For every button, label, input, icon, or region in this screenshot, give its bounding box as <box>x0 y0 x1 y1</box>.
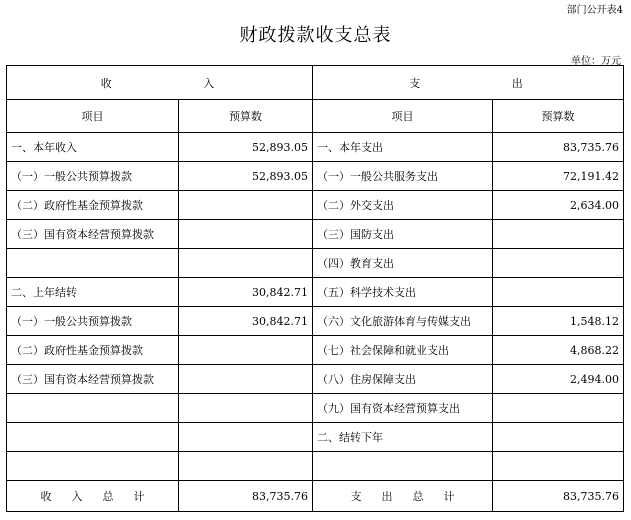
table-row <box>7 133 624 162</box>
income-item-cell: （二）政府性基金预算拨款 <box>7 336 179 365</box>
income-value-cell <box>179 394 313 423</box>
income-value-cell <box>179 191 313 220</box>
table-row <box>7 220 624 249</box>
table-row <box>7 423 624 452</box>
expense-value-cell <box>493 220 624 249</box>
expense-item-cell: （七）社会保障和就业支出 <box>313 336 493 365</box>
income-budget-header: 预算数 <box>179 100 313 133</box>
expense-value-cell <box>493 452 624 481</box>
table-row <box>7 307 624 336</box>
income-item-cell: （三）国有资本经营预算拨款 <box>7 220 179 249</box>
unit-label: 单位：万元 <box>571 56 621 67</box>
expense-value-cell <box>493 423 624 452</box>
income-total-value: 83,735.76 <box>179 481 313 512</box>
income-item-cell <box>7 394 179 423</box>
income-value-cell <box>179 452 313 481</box>
expense-item-cell: （八）住房保障支出 <box>313 365 493 394</box>
expense-value-cell <box>493 278 624 307</box>
income-value-cell <box>179 423 313 452</box>
expense-value-cell: 2,634.00 <box>493 191 624 220</box>
expense-item-cell: （二）外交支出 <box>313 191 493 220</box>
income-value-cell: 52,893.05 <box>179 162 313 191</box>
total-row <box>7 481 624 512</box>
expense-value-cell: 4,868.22 <box>493 336 624 365</box>
section-header-row <box>7 66 624 100</box>
expense-item-cell: 二、结转下年 <box>313 423 493 452</box>
income-section-header: 收 入 <box>7 66 313 100</box>
income-item-cell <box>7 452 179 481</box>
table-row <box>7 365 624 394</box>
income-value-cell <box>179 336 313 365</box>
table-row <box>7 249 624 278</box>
expense-item-header: 项目 <box>313 100 493 133</box>
table-row <box>7 394 624 423</box>
income-value-cell: 52,893.05 <box>179 133 313 162</box>
expense-total-label: 支出总计 <box>313 481 493 512</box>
expense-item-cell: 一、本年支出 <box>313 133 493 162</box>
expense-budget-header: 预算数 <box>493 100 624 133</box>
income-value-cell <box>179 249 313 278</box>
table-row <box>7 162 624 191</box>
expense-item-cell: （九）国有资本经营预算支出 <box>313 394 493 423</box>
budget-table <box>6 65 624 512</box>
income-item-cell: （一）一般公共预算拨款 <box>7 162 179 191</box>
table-row <box>7 278 624 307</box>
expense-item-cell: （六）文化旅游体育与传媒支出 <box>313 307 493 336</box>
income-value-cell: 30,842.71 <box>179 278 313 307</box>
income-item-cell: （二）政府性基金预算拨款 <box>7 191 179 220</box>
income-item-cell: （一）一般公共预算拨款 <box>7 307 179 336</box>
income-item-cell: 一、本年收入 <box>7 133 179 162</box>
income-value-cell: 30,842.71 <box>179 307 313 336</box>
income-item-cell <box>7 249 179 278</box>
expense-section-header: 支 出 <box>313 66 624 100</box>
expense-item-cell <box>313 452 493 481</box>
expense-value-cell: 1,548.12 <box>493 307 624 336</box>
income-total-label: 收入总计 <box>7 481 179 512</box>
table-row <box>7 191 624 220</box>
expense-item-cell: （五）科学技术支出 <box>313 278 493 307</box>
page-title: 财政拨款收支总表 <box>239 25 392 46</box>
income-value-cell <box>179 365 313 394</box>
expense-item-cell: （三）国防支出 <box>313 220 493 249</box>
expense-item-cell: （四）教育支出 <box>313 249 493 278</box>
expense-item-cell: （一）一般公共服务支出 <box>313 162 493 191</box>
expense-value-cell <box>493 249 624 278</box>
income-value-cell <box>179 220 313 249</box>
expense-value-cell <box>493 394 624 423</box>
document-tag: 部门公开表4 <box>566 5 623 16</box>
income-item-header: 项目 <box>7 100 179 133</box>
expense-value-cell: 83,735.76 <box>493 133 624 162</box>
column-header-row <box>7 100 624 133</box>
table-row <box>7 452 624 481</box>
income-item-cell: 二、上年结转 <box>7 278 179 307</box>
income-item-cell: （三）国有资本经营预算拨款 <box>7 365 179 394</box>
expense-value-cell: 72,191.42 <box>493 162 624 191</box>
expense-total-value: 83,735.76 <box>493 481 624 512</box>
expense-value-cell: 2,494.00 <box>493 365 624 394</box>
table-row <box>7 336 624 365</box>
income-item-cell <box>7 423 179 452</box>
